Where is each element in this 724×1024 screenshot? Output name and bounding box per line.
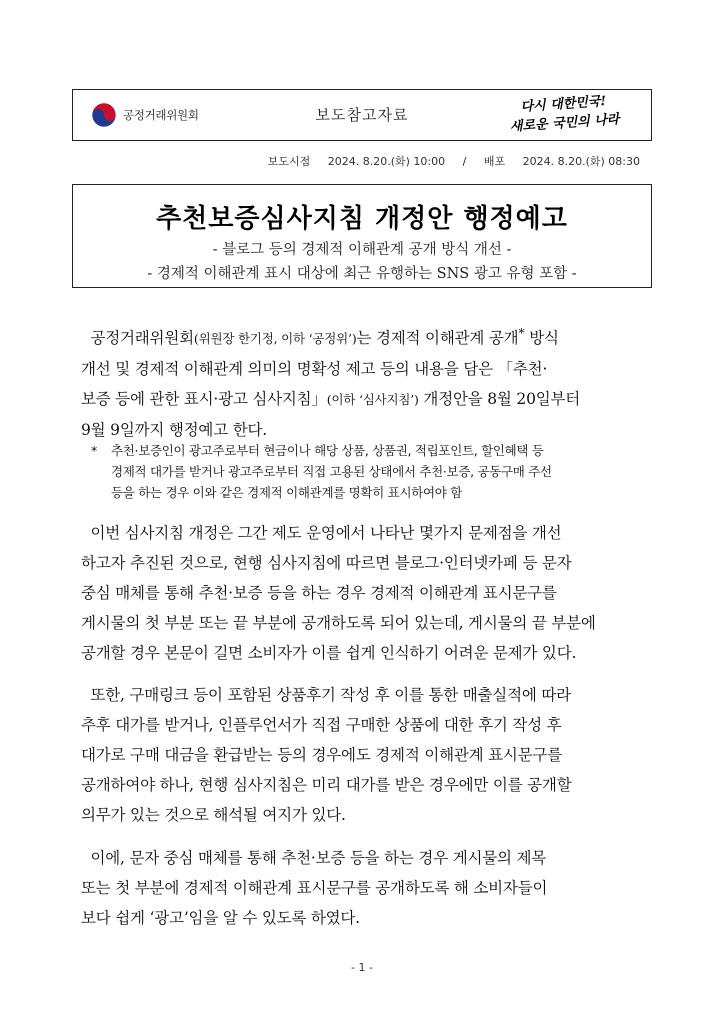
paragraph-3-line-4: 공개하여야 하나, 현행 심사지침은 미리 대가를 받은 경우에만 이를 공개할	[81, 776, 572, 794]
title-box	[72, 184, 652, 288]
text-run: 보증 등에 관한 표시·광고 심사지침」	[81, 390, 327, 409]
release-label: 보도시점	[267, 155, 311, 168]
text-run: 이번 심사지침 개정은 그간 제도 운영에서 나타난 몇가지 문제점을 개선	[90, 524, 562, 542]
distribution-time: 2024. 8.20.(화) 08:30	[522, 155, 640, 168]
footnote-body	[111, 440, 661, 503]
document-type: 보도참고자료	[315, 106, 409, 124]
text-run: (위원장 한기정, 이하 ‘공정위’)	[193, 331, 357, 347]
text-run: (이하 ‘심사지침’)	[326, 392, 419, 408]
paragraph-2-line-3: 중심 매체를 통해 추천·보증 등을 하는 경우 경제적 이해관계 표시문구를	[81, 584, 557, 602]
text-run: 방식	[524, 329, 559, 348]
paragraph-2	[81, 518, 657, 668]
paragraph-4	[81, 843, 657, 933]
paragraph-1-line-1	[81, 318, 657, 354]
page-number: - 1 -	[351, 961, 373, 974]
paragraph-2-line-1	[81, 518, 657, 548]
paragraph-3-line-1	[81, 680, 657, 710]
paragraph-3-line-3: 대가로 구매 대금을 환급받는 등의 경우에도 경제적 이해관계 표시문구를	[81, 746, 563, 764]
release-info	[268, 153, 640, 169]
footnote	[91, 440, 661, 503]
footnote-mark: *	[91, 443, 98, 458]
footnote-ref: *	[518, 325, 525, 340]
paragraph-1-line-2: 개선 및 경제적 이해관계 의미의 명확성 제고 등의 내용을 담은 「추천·	[81, 360, 548, 379]
release-separator: /	[462, 155, 467, 168]
paragraph-1-line-3	[81, 384, 657, 415]
text-run: 이에, 문자 중심 매체를 통해 추천·보증 등을 하는 경우 게시물의 제목	[90, 849, 547, 867]
header-box	[72, 89, 652, 141]
paragraph-3	[81, 680, 657, 830]
subtitle-2: - 경제적 이해관계 표시 대상에 최근 유행하는 SNS 광고 유형 포함 -	[147, 266, 577, 282]
subtitle-1: - 블로그 등의 경제적 이해관계 공개 방식 개선 -	[212, 242, 512, 258]
paragraph-4-line-3: 보다 쉽게 ‘광고’임을 알 수 있도록 하였다.	[81, 909, 360, 927]
paragraph-2-line-5: 공개할 경우 본문이 길면 소비자가 이를 쉽게 인식하기 어려운 문제가 있다.	[81, 644, 577, 662]
text-run: 공정거래위원회	[90, 329, 194, 348]
paragraph-1	[81, 318, 657, 445]
slogan	[504, 91, 624, 137]
footnote-line-2: 경제적 대가를 받거나 광고주로부터 직접 고용된 상태에서 추천·보증, 공동구매 주선	[111, 464, 552, 479]
paragraph-4-line-1	[81, 843, 657, 873]
paragraph-2-line-4: 게시물의 첫 부분 또는 끝 부분에 공개하도록 되어 있는데, 게시물의 끝 부분에	[81, 614, 596, 632]
main-title: 추천보증심사지침 개정안 행정예고	[156, 204, 568, 234]
slogan-line-1: 다시 대한민국!	[520, 94, 607, 115]
footnote-line-3: 등을 하는 경우 이와 같은 경제적 이해관계를 명확히 표시하여야 함	[111, 485, 462, 500]
slogan-line-2: 새로운 국민의 나라	[509, 112, 620, 135]
paragraph-1-line-4: 9월 9일까지 행정예고 한다.	[81, 421, 267, 440]
paragraph-4-line-2: 또는 첫 부분에 경제적 이해관계 표시문구를 공개하도록 해 소비자들이	[81, 879, 548, 897]
agency-name: 공정거래위원회	[123, 108, 199, 122]
text-run: 개정안을 8월 20일부터	[418, 390, 581, 409]
paragraph-2-line-2: 하고자 추진된 것으로, 현행 심사지침에 따르면 블로그·인터넷카페 등 문자	[81, 554, 572, 572]
text-run: 또한, 구매링크 등이 포함된 상품후기 작성 후 이를 통한 매출실적에 따라	[90, 686, 571, 704]
paragraph-3-line-2: 추후 대가를 받거나, 인플루언서가 직접 구매한 상품에 대한 후기 작성 후	[81, 716, 562, 734]
distribution-label: 배포	[483, 155, 506, 168]
release-time: 2024. 8.20.(화) 10:00	[327, 155, 446, 168]
footnote-line-1: 추천·보증인이 광고주로부터 현금이나 해당 상품, 상품권, 적립포인트, 할인혜택 등	[111, 443, 544, 458]
paragraph-3-line-5: 의무가 있는 것으로 해석될 여지가 있다.	[81, 806, 346, 824]
text-run: 는 경제적 이해관계 공개	[356, 329, 519, 348]
